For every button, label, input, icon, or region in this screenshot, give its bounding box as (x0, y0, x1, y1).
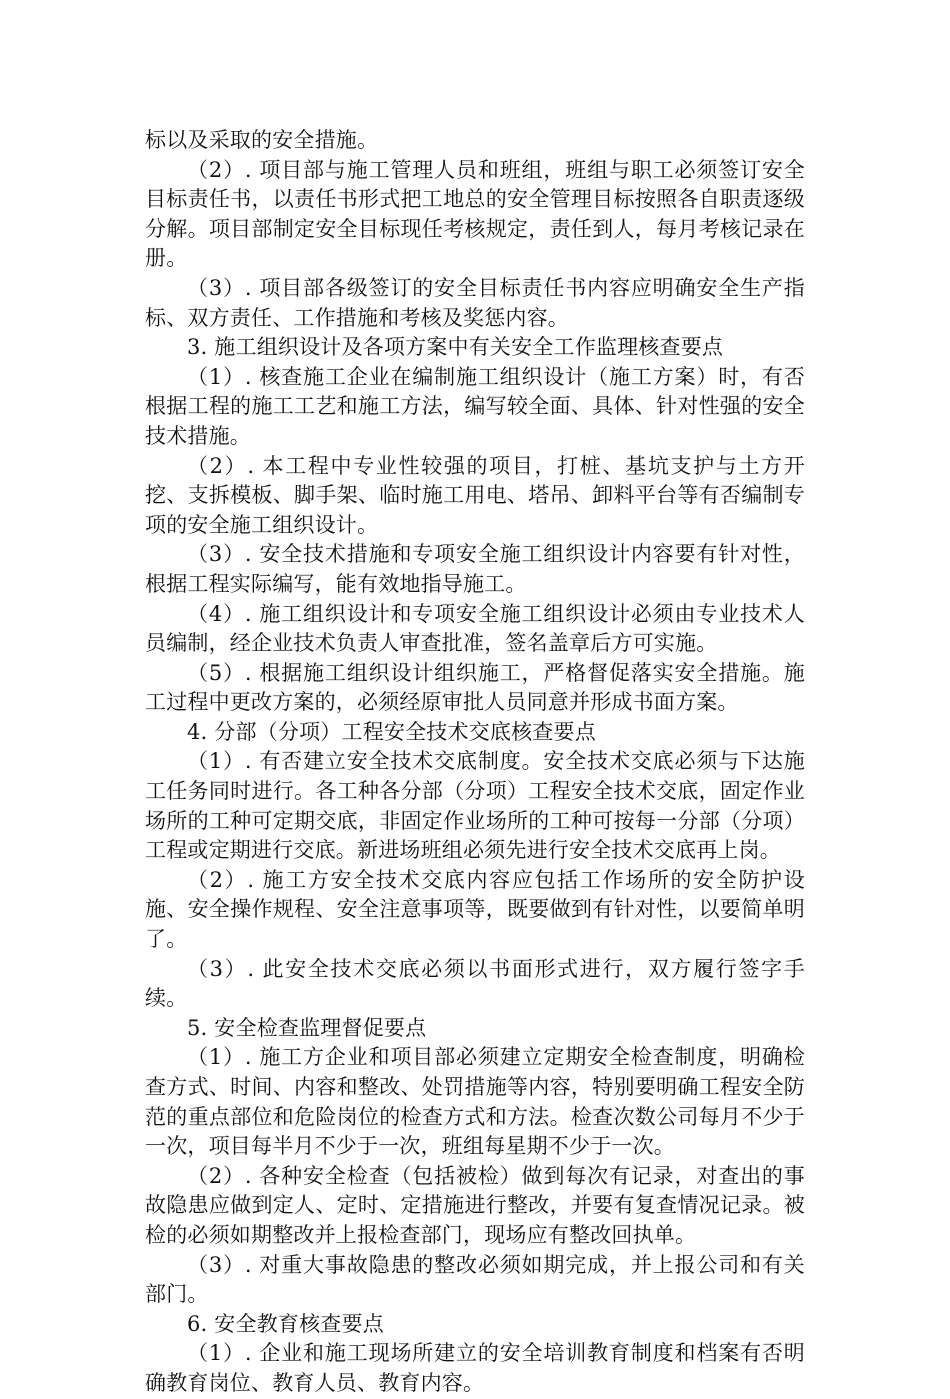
paragraph-item-3-2: （2）. 本工程中专业性较强的项目，打桩、基坑支护与土方开挖、支拆模板、脚手架、临时施工用电、塔吊、卸料平台等有否编制专项的安全施工组织设计。 (145, 453, 805, 537)
paragraph-item-4-1: （1）. 有否建立安全技术交底制度。安全技术交底必须与下达施工任务同时进行。各工种各分部（分项）工程安全技术交底，固定作业场所的工种可定期交底，非固定作业场所的工种可按每一分部（分项）工程或定期进行交底。新进场班组必须先进行安全技术交底再上岗。 (145, 749, 805, 863)
paragraph-item-3-3: （3）. 安全技术措施和专项安全施工组织设计内容要有针对性，根据工程实际编写，能有效地指导施工。 (145, 542, 805, 596)
paragraph-item-4-3: （3）. 此安全技术交底必须以书面形式进行，双方履行签字手续。 (145, 956, 805, 1011)
paragraph-item-2-2: （2）. 项目部与施工管理人员和班组，班组与职工必须签订安全目标责任书，以责任书形式把工地总的安全管理目标按照各自职责逐级分解。项目部制定安全目标现任考核规定，责任到人，每月考核记录在册。 (145, 157, 805, 271)
paragraph-item-6-1: （1）. 企业和施工现场所建立的安全培训教育制度和档案有否明确教育岗位、教育人员、教育内容。 (145, 1341, 805, 1395)
paragraph-item-5-1: （1）. 施工方企业和项目部必须建立定期安全检查制度，明确检查方式、时间、内容和整改、处罚措施等内容，特别要明确工程安全防范的重点部位和危险岗位的检查方式和方法。检查次数公司每月不少于一次，项目每半月不少于一次，班组每星期不少于一次。 (145, 1045, 805, 1159)
paragraph-item-3-5: （5）. 根据施工组织设计组织施工，严格督促落实安全措施。施工过程中更改方案的，必须经原审批人员同意并形成书面方案。 (145, 660, 805, 715)
paragraph-item-5-2: （2）. 各种安全检查（包括被检）做到每次有记录，对查出的事故隐患应做到定人、定时、定措施进行整改，并要有复查情况记录。被检的必须如期整改并上报检查部门，现场应有整改回执单。 (145, 1163, 805, 1247)
section-heading-5: 5. 安全检查监理督促要点 (187, 1015, 427, 1040)
section-heading-4: 4. 分部（分项）工程安全技术交底核查要点 (187, 719, 596, 744)
document-body (145, 126, 805, 1399)
paragraph-item-2-3: （3）. 项目部各级签订的安全目标责任书内容应明确安全生产指标、双方责任、工作措施和考核及奖惩内容。 (145, 275, 805, 330)
paragraph-item-3-1: （1）. 核查施工企业在编制施工组织设计（施工方案）时，有否根据工程的施工工艺和施工方法，编写较全面、具体、针对性强的安全技术措施。 (145, 364, 805, 448)
paragraph-item-5-3: （3）. 对重大事故隐患的整改必须如期完成，并上报公司和有关部门。 (145, 1252, 805, 1307)
paragraph-item-4-2: （2）. 施工方安全技术交底内容应包括工作场所的安全防护设施、安全操作规程、安全注意事项等，既要做到有针对性，以要简单明了。 (145, 867, 805, 952)
paragraph-continuation: 标以及采取的安全措施。 (145, 128, 379, 152)
paragraph-item-3-4: （4）. 施工组织设计和专项安全施工组织设计必须由专业技术人员编制，经企业技术负责人审查批准，签名盖章后方可实施。 (145, 601, 805, 656)
section-heading-3: 3. 施工组织设计及各项方案中有关安全工作监理核查要点 (187, 335, 724, 360)
section-heading-6: 6. 安全教育核查要点 (187, 1311, 384, 1336)
